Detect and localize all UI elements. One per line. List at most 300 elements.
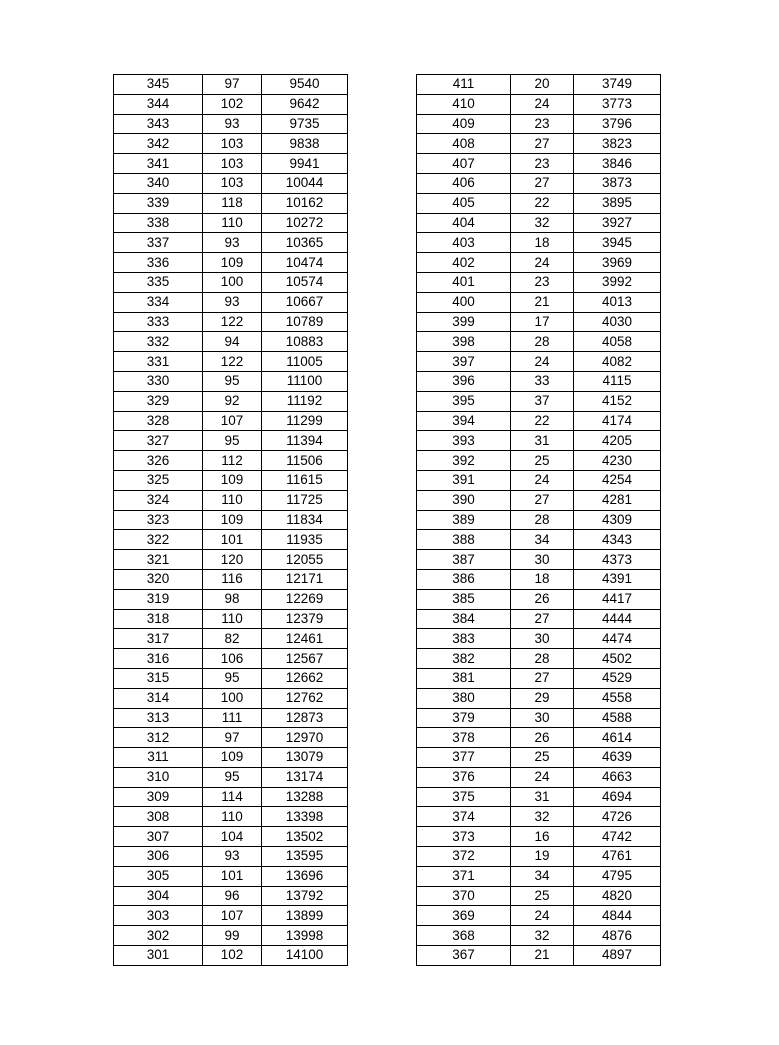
score-cell: 309 — [114, 787, 203, 807]
table-row — [417, 391, 661, 411]
table-row — [114, 847, 348, 867]
count-cell: 103 — [203, 173, 262, 193]
table-row — [417, 332, 661, 352]
table-row — [417, 668, 661, 688]
count-cell: 101 — [203, 530, 262, 550]
count-cell: 110 — [203, 609, 262, 629]
count-cell: 95 — [203, 371, 262, 391]
table-row — [417, 569, 661, 589]
table-row — [114, 787, 348, 807]
table-row — [417, 866, 661, 886]
score-cell: 302 — [114, 926, 203, 946]
count-cell: 95 — [203, 668, 262, 688]
cumulative-cell: 3945 — [574, 233, 661, 253]
count-cell: 18 — [511, 233, 574, 253]
score-cell: 387 — [417, 550, 511, 570]
count-cell: 118 — [203, 193, 262, 213]
cumulative-cell: 11935 — [262, 530, 348, 550]
score-cell: 405 — [417, 193, 511, 213]
count-cell: 33 — [511, 371, 574, 391]
cumulative-cell: 10883 — [262, 332, 348, 352]
table-row — [417, 233, 661, 253]
count-cell: 109 — [203, 748, 262, 768]
table-row — [114, 272, 348, 292]
cumulative-cell: 3796 — [574, 114, 661, 134]
cumulative-cell: 13502 — [262, 827, 348, 847]
table-row — [417, 352, 661, 372]
score-cell: 407 — [417, 154, 511, 174]
score-cell: 324 — [114, 490, 203, 510]
count-cell: 99 — [203, 926, 262, 946]
count-cell: 23 — [511, 154, 574, 174]
count-cell: 30 — [511, 550, 574, 570]
count-cell: 17 — [511, 312, 574, 332]
table-row — [114, 411, 348, 431]
table-row — [114, 866, 348, 886]
cumulative-cell: 10365 — [262, 233, 348, 253]
count-cell: 34 — [511, 530, 574, 550]
table-row — [114, 629, 348, 649]
score-cell: 345 — [114, 75, 203, 95]
count-cell: 93 — [203, 292, 262, 312]
cumulative-cell: 4373 — [574, 550, 661, 570]
table-row — [114, 470, 348, 490]
table-row — [417, 114, 661, 134]
score-cell: 391 — [417, 470, 511, 490]
count-cell: 30 — [511, 708, 574, 728]
table-row — [114, 708, 348, 728]
score-cell: 377 — [417, 748, 511, 768]
score-cell: 402 — [417, 253, 511, 273]
count-cell: 18 — [511, 569, 574, 589]
table-row — [114, 391, 348, 411]
count-cell: 97 — [203, 728, 262, 748]
score-cell: 306 — [114, 847, 203, 867]
cumulative-cell: 4529 — [574, 668, 661, 688]
count-cell: 93 — [203, 847, 262, 867]
count-cell: 93 — [203, 233, 262, 253]
score-cell: 331 — [114, 352, 203, 372]
table-row — [114, 490, 348, 510]
cumulative-cell: 11192 — [262, 391, 348, 411]
table-row — [417, 134, 661, 154]
count-cell: 96 — [203, 886, 262, 906]
score-cell: 399 — [417, 312, 511, 332]
score-cell: 344 — [114, 94, 203, 114]
count-cell: 100 — [203, 688, 262, 708]
score-cell: 375 — [417, 787, 511, 807]
score-cell: 312 — [114, 728, 203, 748]
cumulative-cell: 10162 — [262, 193, 348, 213]
table-row — [417, 75, 661, 95]
table-row — [114, 827, 348, 847]
cumulative-cell: 3749 — [574, 75, 661, 95]
count-cell: 24 — [511, 352, 574, 372]
table-row — [417, 946, 661, 966]
cumulative-cell: 10272 — [262, 213, 348, 233]
table-row — [114, 431, 348, 451]
left-table-body — [114, 75, 348, 966]
cumulative-cell: 4082 — [574, 352, 661, 372]
count-cell: 104 — [203, 827, 262, 847]
cumulative-cell: 10044 — [262, 173, 348, 193]
cumulative-cell: 4174 — [574, 411, 661, 431]
cumulative-cell: 4391 — [574, 569, 661, 589]
score-cell: 373 — [417, 827, 511, 847]
count-cell: 25 — [511, 886, 574, 906]
cumulative-cell: 4588 — [574, 708, 661, 728]
score-cell: 334 — [114, 292, 203, 312]
table-row — [114, 807, 348, 827]
count-cell: 111 — [203, 708, 262, 728]
cumulative-cell: 3992 — [574, 272, 661, 292]
score-cell: 340 — [114, 173, 203, 193]
score-cell: 403 — [417, 233, 511, 253]
cumulative-cell: 4309 — [574, 510, 661, 530]
cumulative-cell: 13696 — [262, 866, 348, 886]
count-cell: 29 — [511, 688, 574, 708]
table-row — [417, 886, 661, 906]
count-cell: 24 — [511, 906, 574, 926]
cumulative-cell: 11615 — [262, 470, 348, 490]
score-cell: 343 — [114, 114, 203, 134]
cumulative-cell: 11394 — [262, 431, 348, 451]
table-row — [114, 510, 348, 530]
cumulative-cell: 10574 — [262, 272, 348, 292]
count-cell: 95 — [203, 767, 262, 787]
count-cell: 109 — [203, 470, 262, 490]
table-row — [114, 173, 348, 193]
table-row — [114, 668, 348, 688]
score-cell: 336 — [114, 253, 203, 273]
table-row — [114, 767, 348, 787]
score-cell: 304 — [114, 886, 203, 906]
count-cell: 37 — [511, 391, 574, 411]
table-row — [417, 490, 661, 510]
count-cell: 116 — [203, 569, 262, 589]
table-row — [114, 253, 348, 273]
table-row — [114, 530, 348, 550]
cumulative-cell: 4726 — [574, 807, 661, 827]
score-cell: 383 — [417, 629, 511, 649]
score-cell: 303 — [114, 906, 203, 926]
score-cell: 341 — [114, 154, 203, 174]
table-row — [417, 629, 661, 649]
count-cell: 34 — [511, 866, 574, 886]
table-row — [114, 193, 348, 213]
count-cell: 27 — [511, 668, 574, 688]
cumulative-cell: 3969 — [574, 253, 661, 273]
score-cell: 329 — [114, 391, 203, 411]
score-cell: 338 — [114, 213, 203, 233]
cumulative-cell: 4876 — [574, 926, 661, 946]
score-cell: 395 — [417, 391, 511, 411]
table-row — [417, 173, 661, 193]
count-cell: 103 — [203, 134, 262, 154]
score-cell: 332 — [114, 332, 203, 352]
table-row — [417, 530, 661, 550]
count-cell: 22 — [511, 411, 574, 431]
table-row — [114, 312, 348, 332]
count-cell: 109 — [203, 510, 262, 530]
cumulative-cell: 4254 — [574, 470, 661, 490]
cumulative-cell: 3927 — [574, 213, 661, 233]
score-cell: 310 — [114, 767, 203, 787]
count-cell: 27 — [511, 609, 574, 629]
score-cell: 313 — [114, 708, 203, 728]
count-cell: 98 — [203, 589, 262, 609]
cumulative-cell: 13998 — [262, 926, 348, 946]
cumulative-cell: 13398 — [262, 807, 348, 827]
count-cell: 26 — [511, 589, 574, 609]
cumulative-cell: 4444 — [574, 609, 661, 629]
table-row — [114, 649, 348, 669]
score-cell: 372 — [417, 847, 511, 867]
table-row — [417, 906, 661, 926]
cumulative-cell: 4795 — [574, 866, 661, 886]
cumulative-cell: 4502 — [574, 649, 661, 669]
cumulative-cell: 12055 — [262, 550, 348, 570]
cumulative-cell: 12762 — [262, 688, 348, 708]
table-row — [417, 609, 661, 629]
table-row — [114, 589, 348, 609]
score-cell: 388 — [417, 530, 511, 550]
table-row — [114, 332, 348, 352]
count-cell: 32 — [511, 213, 574, 233]
table-row — [417, 272, 661, 292]
score-cell: 378 — [417, 728, 511, 748]
cumulative-cell: 4281 — [574, 490, 661, 510]
count-cell: 21 — [511, 946, 574, 966]
table-row — [114, 154, 348, 174]
score-cell: 316 — [114, 649, 203, 669]
score-cell: 394 — [417, 411, 511, 431]
count-cell: 31 — [511, 787, 574, 807]
cumulative-cell: 13595 — [262, 847, 348, 867]
score-cell: 320 — [114, 569, 203, 589]
cumulative-cell: 4761 — [574, 847, 661, 867]
cumulative-cell: 12970 — [262, 728, 348, 748]
table-row — [417, 728, 661, 748]
cumulative-cell: 10667 — [262, 292, 348, 312]
count-cell: 107 — [203, 906, 262, 926]
count-cell: 110 — [203, 213, 262, 233]
cumulative-cell: 9838 — [262, 134, 348, 154]
cumulative-cell: 3846 — [574, 154, 661, 174]
count-cell: 101 — [203, 866, 262, 886]
table-row — [417, 253, 661, 273]
cumulative-cell: 4558 — [574, 688, 661, 708]
score-cell: 370 — [417, 886, 511, 906]
cumulative-cell: 4614 — [574, 728, 661, 748]
count-cell: 27 — [511, 490, 574, 510]
count-cell: 106 — [203, 649, 262, 669]
cumulative-cell: 4013 — [574, 292, 661, 312]
count-cell: 109 — [203, 253, 262, 273]
table-row — [114, 371, 348, 391]
cumulative-cell: 4417 — [574, 589, 661, 609]
table-row — [114, 134, 348, 154]
cumulative-cell: 12873 — [262, 708, 348, 728]
score-cell: 410 — [417, 94, 511, 114]
table-row — [114, 213, 348, 233]
score-cell: 371 — [417, 866, 511, 886]
count-cell: 28 — [511, 649, 574, 669]
table-row — [417, 312, 661, 332]
table-row — [114, 609, 348, 629]
table-row — [114, 926, 348, 946]
table-row — [417, 411, 661, 431]
count-cell: 31 — [511, 431, 574, 451]
count-cell: 82 — [203, 629, 262, 649]
table-row — [417, 787, 661, 807]
cumulative-cell: 11100 — [262, 371, 348, 391]
score-cell: 404 — [417, 213, 511, 233]
cumulative-cell: 4115 — [574, 371, 661, 391]
cumulative-cell: 11834 — [262, 510, 348, 530]
table-row — [114, 886, 348, 906]
cumulative-cell: 14100 — [262, 946, 348, 966]
table-row — [114, 451, 348, 471]
count-cell: 28 — [511, 510, 574, 530]
table-row — [417, 193, 661, 213]
score-cell: 311 — [114, 748, 203, 768]
count-cell: 122 — [203, 312, 262, 332]
cumulative-cell: 4663 — [574, 767, 661, 787]
table-row — [114, 748, 348, 768]
cumulative-cell: 13288 — [262, 787, 348, 807]
score-cell: 322 — [114, 530, 203, 550]
table-row — [417, 550, 661, 570]
count-cell: 25 — [511, 451, 574, 471]
right-score-table — [416, 74, 661, 966]
table-row — [417, 431, 661, 451]
score-cell: 397 — [417, 352, 511, 372]
table-row — [417, 292, 661, 312]
cumulative-cell: 3823 — [574, 134, 661, 154]
cumulative-cell: 12567 — [262, 649, 348, 669]
table-row — [417, 154, 661, 174]
score-cell: 327 — [114, 431, 203, 451]
score-cell: 335 — [114, 272, 203, 292]
score-cell: 398 — [417, 332, 511, 352]
score-cell: 389 — [417, 510, 511, 530]
score-cell: 314 — [114, 688, 203, 708]
table-row — [417, 807, 661, 827]
score-cell: 342 — [114, 134, 203, 154]
count-cell: 103 — [203, 154, 262, 174]
score-cell: 374 — [417, 807, 511, 827]
count-cell: 102 — [203, 94, 262, 114]
score-cell: 379 — [417, 708, 511, 728]
score-cell: 393 — [417, 431, 511, 451]
cumulative-cell: 12269 — [262, 589, 348, 609]
table-row — [114, 75, 348, 95]
cumulative-cell: 4152 — [574, 391, 661, 411]
count-cell: 27 — [511, 134, 574, 154]
cumulative-cell: 9642 — [262, 94, 348, 114]
cumulative-cell: 12171 — [262, 569, 348, 589]
score-cell: 368 — [417, 926, 511, 946]
cumulative-cell: 11299 — [262, 411, 348, 431]
score-cell: 390 — [417, 490, 511, 510]
count-cell: 95 — [203, 431, 262, 451]
cumulative-cell: 13079 — [262, 748, 348, 768]
count-cell: 102 — [203, 946, 262, 966]
table-row — [417, 213, 661, 233]
score-cell: 400 — [417, 292, 511, 312]
score-cell: 319 — [114, 589, 203, 609]
cumulative-cell: 4058 — [574, 332, 661, 352]
count-cell: 32 — [511, 807, 574, 827]
table-row — [417, 589, 661, 609]
count-cell: 93 — [203, 114, 262, 134]
table-row — [417, 847, 661, 867]
score-cell: 385 — [417, 589, 511, 609]
cumulative-cell: 13899 — [262, 906, 348, 926]
table-row — [417, 371, 661, 391]
count-cell: 107 — [203, 411, 262, 431]
score-cell: 328 — [114, 411, 203, 431]
table-row — [417, 827, 661, 847]
cumulative-cell: 3873 — [574, 173, 661, 193]
count-cell: 92 — [203, 391, 262, 411]
cumulative-cell: 4897 — [574, 946, 661, 966]
count-cell: 24 — [511, 470, 574, 490]
count-cell: 24 — [511, 94, 574, 114]
score-cell: 323 — [114, 510, 203, 530]
count-cell: 19 — [511, 847, 574, 867]
cumulative-cell: 9941 — [262, 154, 348, 174]
count-cell: 110 — [203, 490, 262, 510]
score-cell: 382 — [417, 649, 511, 669]
count-cell: 114 — [203, 787, 262, 807]
table-row — [114, 550, 348, 570]
score-cell: 333 — [114, 312, 203, 332]
table-row — [417, 94, 661, 114]
count-cell: 120 — [203, 550, 262, 570]
score-cell: 325 — [114, 470, 203, 490]
count-cell: 23 — [511, 114, 574, 134]
count-cell: 97 — [203, 75, 262, 95]
cumulative-cell: 11506 — [262, 451, 348, 471]
cumulative-cell: 4844 — [574, 906, 661, 926]
table-row — [114, 114, 348, 134]
table-row — [417, 451, 661, 471]
score-cell: 307 — [114, 827, 203, 847]
cumulative-cell: 4639 — [574, 748, 661, 768]
table-row — [114, 94, 348, 114]
table-row — [114, 906, 348, 926]
table-row — [417, 748, 661, 768]
left-score-table — [113, 74, 348, 966]
count-cell: 16 — [511, 827, 574, 847]
table-row — [114, 233, 348, 253]
cumulative-cell: 10789 — [262, 312, 348, 332]
count-cell: 26 — [511, 728, 574, 748]
score-cell: 396 — [417, 371, 511, 391]
right-table-body — [417, 75, 661, 966]
score-cell: 308 — [114, 807, 203, 827]
score-cell: 339 — [114, 193, 203, 213]
cumulative-cell: 12379 — [262, 609, 348, 629]
cumulative-cell: 4742 — [574, 827, 661, 847]
count-cell: 20 — [511, 75, 574, 95]
score-cell: 305 — [114, 866, 203, 886]
score-cell: 392 — [417, 451, 511, 471]
count-cell: 30 — [511, 629, 574, 649]
table-row — [417, 649, 661, 669]
